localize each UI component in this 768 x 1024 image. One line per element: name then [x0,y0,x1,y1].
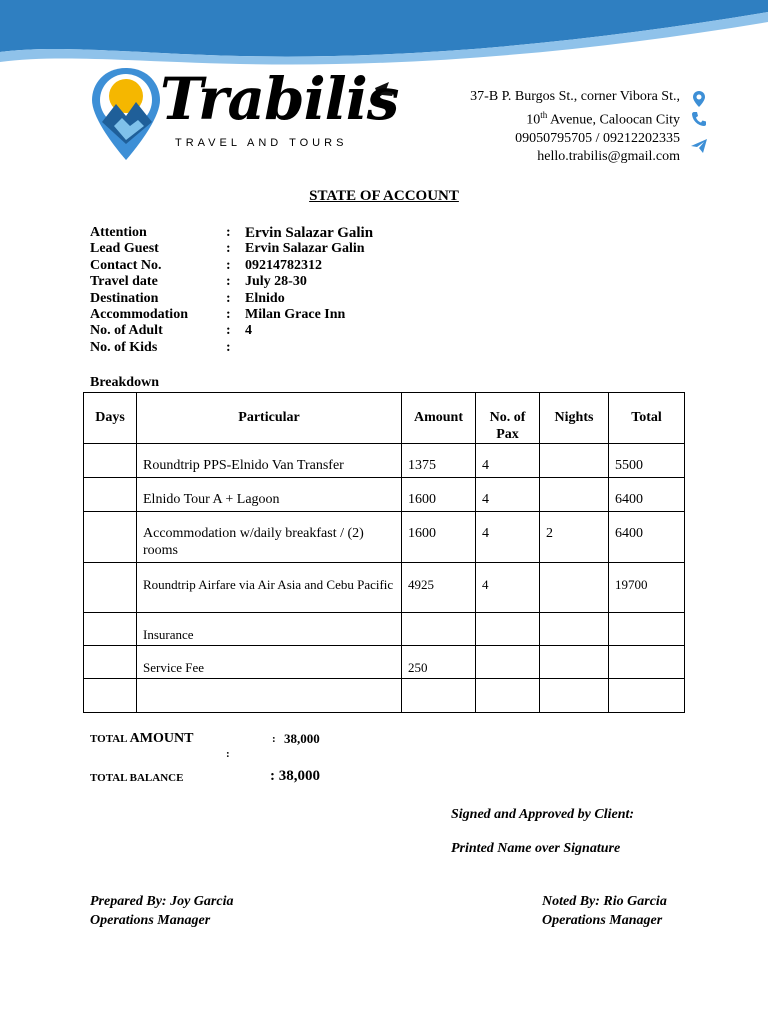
breakdown-heading: Breakdown [90,375,159,390]
phone-icon [690,110,708,128]
breakdown-table [83,392,685,713]
total-amount-colon: : [272,733,276,745]
table-header-row [84,393,685,444]
signed-approved-text: Signed and Approved by Client: [451,807,635,822]
table-row: Insurance [84,613,685,646]
phone-numbers: 09050795705 / 09212202335 [515,130,680,146]
noted-by: Noted By: Rio Garcia Operations Manager [542,894,667,928]
document-title: STATE OF ACCOUNT [309,188,459,204]
table-row: Roundtrip PPS-Elnido Van Transfer 1375 4 5500 [84,444,685,478]
total-amount-label: TOTAL AMOUNT [90,731,194,746]
header-wave [0,0,768,70]
total-amount-value: 38,000 [284,731,320,746]
table-row: Elnido Tour A + Lagoon 1600 4 6400 [84,478,685,512]
total-balance-label: TOTAL BALANCE [90,772,184,784]
header-total: Total [609,393,685,444]
header-nights: Nights [540,393,609,444]
header-particular: Particular [137,393,402,444]
contact-block [470,88,680,166]
header-amount: Amount [402,393,476,444]
brand-tagline: TRAVEL AND TOURS [175,137,348,149]
header-days: Days [84,393,137,444]
total-balance-value: : 38,000 [270,768,320,784]
address-line-1: 37-B P. Burgos St., corner Vibora St., [470,89,680,104]
table-row: Roundtrip Airfare via Air Asia and Cebu Pacific 4925 4 19700 [84,563,685,613]
brand-name: Trabilis [160,65,399,133]
printed-name-text: Printed Name over Signature [451,841,621,856]
total-amount-colon-2: : [226,748,230,760]
table-row: Accommodation w/daily breakfast / (2) rooms 1600 4 2 6400 [84,512,685,563]
email-address: hello.trabilis@gmail.com [537,148,680,164]
table-row: Service Fee 250 [84,646,685,679]
location-pin-icon [690,90,708,108]
header-pax: No. of Pax [476,393,540,444]
prepared-by: Prepared By: Joy Garcia Operations Manager [90,894,234,928]
paper-plane-icon [690,137,708,155]
table-row [84,679,685,713]
address-line-2: 10th Avenue, Caloocan City [526,110,680,128]
